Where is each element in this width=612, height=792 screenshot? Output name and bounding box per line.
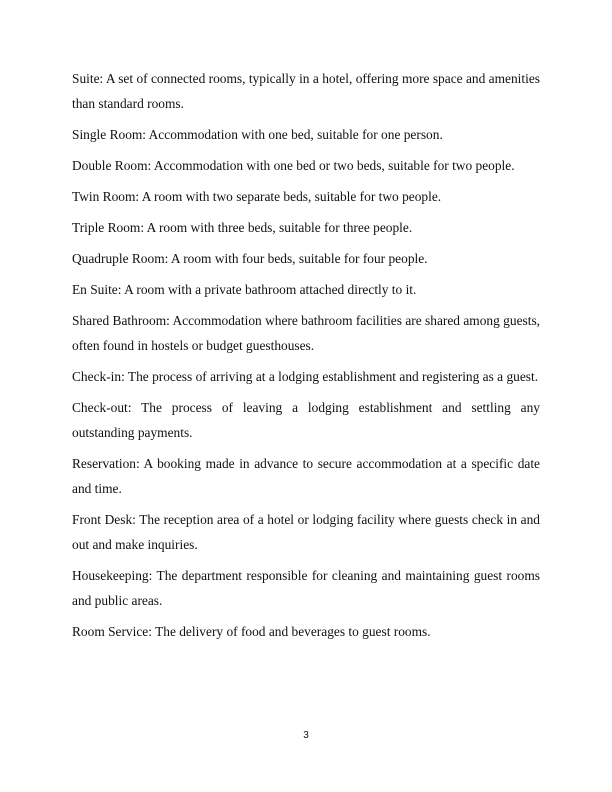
glossary-entry-single-room: Single Room: Accommodation with one bed, suitable for one person. [72,127,443,142]
glossary-entry-check-in: Check-in: The process of arriving at a lodging establishment and registering as a guest. [72,369,539,384]
glossary-entry-check-out: Check-out: The process of leaving a lodging establishment and settling any outstanding payments. [72,400,540,440]
glossary-entry-double-room: Double Room: Accommodation with one bed or two beds, suitable for two people. [72,158,515,173]
page-number: 3 [303,730,309,741]
glossary-entry-en-suite: En Suite: A room with a private bathroom attached directly to it. [72,282,417,297]
glossary-entry-housekeeping: Housekeeping: The department responsible for cleaning and maintaining guest rooms and public areas. [72,568,540,608]
glossary-entry-twin-room: Twin Room: A room with two separate beds, suitable for two people. [72,189,442,204]
document-body [72,66,540,650]
glossary-entry-quadruple-room: Quadruple Room: A room with four beds, suitable for four people. [72,251,428,266]
glossary-entry-room-service: Room Service: The delivery of food and beverages to guest rooms. [72,624,431,639]
glossary-entry-reservation: Reservation: A booking made in advance to secure accommodation at a specific date and time. [72,456,540,496]
glossary-entry-front-desk: Front Desk: The reception area of a hotel or lodging facility where guests check in and out and make inquiries. [72,512,540,552]
glossary-entry-triple-room: Triple Room: A room with three beds, suitable for three people. [72,220,413,235]
glossary-entry-shared-bathroom: Shared Bathroom: Accommodation where bathroom facilities are shared among guests, often found in hostels or budget guesthouses. [72,313,540,353]
glossary-entry-suite: Suite: A set of connected rooms, typically in a hotel, offering more space and amenities than standard rooms. [72,71,540,111]
